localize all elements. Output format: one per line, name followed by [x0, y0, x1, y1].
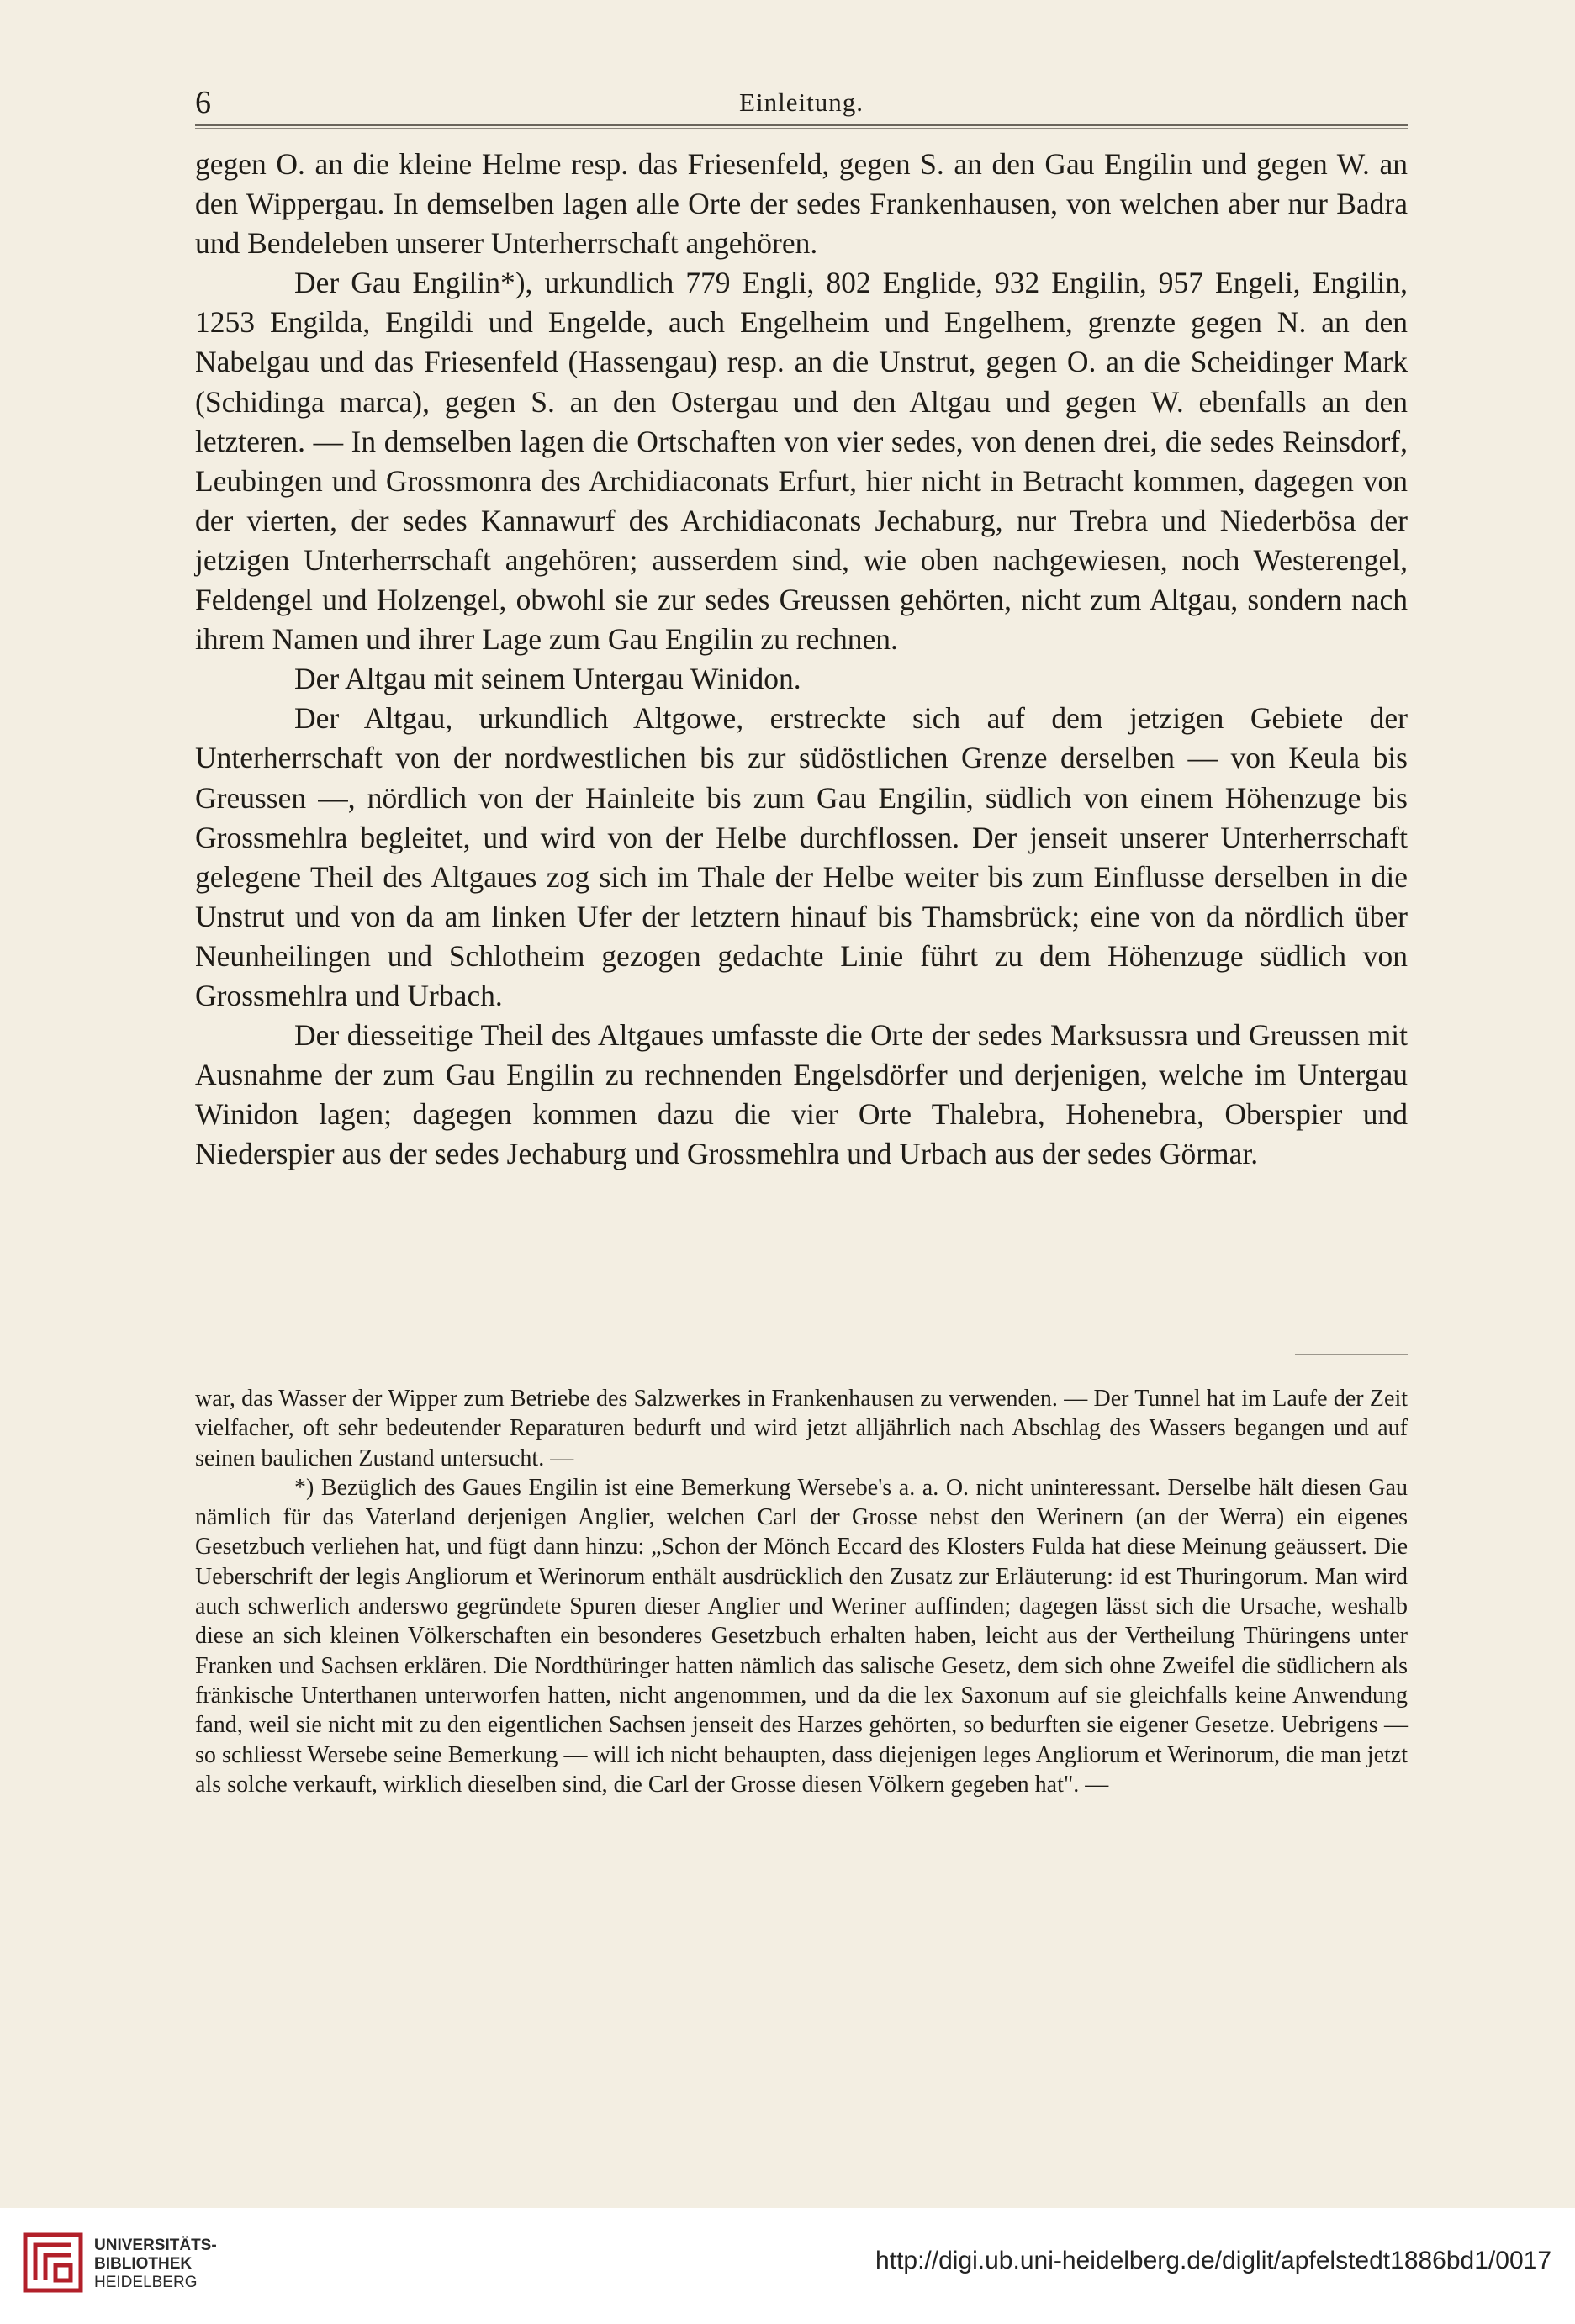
main-text [195, 145, 1408, 1174]
viewer-footer [0, 2208, 1575, 2324]
page-number: 6 [195, 85, 211, 120]
header-rule [195, 124, 1408, 129]
footnote: *) Bezüglich des Gaues Engilin ist eine Bemerkung Wersebe's a. a. O. nicht uninteressant. Derselbe hält diesen Gau nämlich für das Vaterland derjenigen Anglier, welchen Carl der Grosse nebst den Werinern (an der Werra) ein eigenes Gesetzbuch verliehen hat, und fügt dann hinzu: „Schon der Mönch Eccard des Klosters Fulda hat diese Meinung geäussert. Die Ueberschrift der legis Angliorum et Werinorum enthält ausdrücklich den Zusatz zur Erläuterung: id est Thuringorum. Man wird auch schwerlich anderswo gegründete Spuren dieser Anglier und Weriner auffinden; dagegen lässt sich die Ursache, weshalb diese an sich kleinen Völkerschaften ein besonderes Gesetzbuch erhalten haben, leicht aus der Vertheilung Thüringens unter Franken und Sachsen erklären. Die Nordthüringer hatten nämlich das salische Gesetz, dem sich ohne Zweifel die südlichern als fränkische Unterthanen unterworfen hatten, nicht angenommen, und da die lex Saxonum auf sie gleichfalls keine Anwendung fand, weil sie nicht mit zu den eigentlichen Sachsen jenseit des Harzes gehörten, so bedurften sie eigener Gesetze. Uebrigens — so schliesst Wersebe seine Bemerkung — will ich nicht behaupten, dass diejenigen leges Angliorum et Werinorum, die man jetzt als solche verkauft, wirklich dieselben sind, die Carl der Grosse diesen Völkern gegeben hat". — [195, 1474, 1408, 1798]
running-head: Einleitung. [739, 87, 864, 117]
body-paragraph: Der Altgau, urkundlich Altgowe, erstreckte sich auf dem jetzigen Gebiete der Unterherrschaft von der nordwestlichen bis zur südöstlichen Grenze derselben — von Keula bis Greussen —, nördlich von der Hainleite bis zum Gau Engilin, südlich von einem Höhenzuge bis Grossmehlra begleitet, und wird von der Helbe durchflossen. Der jenseit unserer Unterherrschaft gelegene Theil des Altgaues zog sich im Thale der Helbe weiter bis zum Einflusse derselben in die Unstrut und von da am linken Ufer der letztern hinauf bis Thamsbrück; eine von da nördlich über Neunheilingen und Schlotheim gezogen gedachte Linie führt zu dem Höhenzuge südlich von Grossmehlra und Urbach. [195, 701, 1408, 1012]
footnote: war, das Wasser der Wipper zum Betriebe des Salzwerkes in Frankenhausen zu verwenden. — Der Tunnel hat im Laufe der Zeit vielfacher, oft sehr bedeutender Reparaturen bedurft und wird jetzt alljährlich nach Abschlag des Wassers begangen und auf seinen baulichen Zustand untersucht. — [195, 1386, 1408, 1471]
body-paragraph: Der diesseitige Theil des Altgaues umfasste die Orte der sedes Marksussra und Greussen mit Ausnahme der zum Gau Engilin zu rechnenden Engelsdörfer und derjenigen, welche im Untergau Winidon lagen; dagegen kommen dazu die vier Orte Thalebra, Hohenebra, Oberspier und Niederspier aus der sedes Jechaburg und Grossmehlra und Urbach aus der sedes Görmar. [195, 1018, 1408, 1171]
footnotes [195, 1384, 1408, 1799]
library-name[interactable] [94, 2237, 217, 2292]
library-name-line: HEIDELBERG [94, 2274, 198, 2291]
page-header [195, 84, 1408, 135]
body-paragraph: Der Gau Engilin*), urkundlich 779 Engli, 802 Englide, 932 Engilin, 957 Engeli, Engilin, 1253 Engilda, Engildi und Engelde, auch Engelheim und Engelhem, grenzte gegen N. an den Nabelgau und das Friesenfeld (Hassengau) resp. an die Unstrut, gegen O. an die Scheidinger Mark (Schidinga marca), gegen S. an den Ostergau und den Altgau und gegen W. ebenfalls an den letzteren. — In demselben lagen die Ortschaften von vier sedes, von denen drei, die sedes Reinsdorf, Leubingen und Grossmonra des Archidiaconats Erfurt, hier nicht in Betracht kommen, dagegen von der vierten, der sedes Kannawurf des Archidiaconats Jechaburg, nur Trebra und Niederbösa der jetzigen Unterherrschaft angehören; ausserdem sind, wie oben nachgewiesen, noch Westerengel, Feldengel und Holzengel, obwohl sie zur sedes Greussen gehörten, nicht zum Altgau, sondern nach ihrem Namen und ihrer Lage zum Gau Engilin zu rechnen. [195, 266, 1408, 657]
body-paragraph: gegen O. an die kleine Helme resp. das Friesenfeld, gegen S. an den Gau Engilin und gegen W. an den Wippergau. In demselben lagen alle Orte der sedes Frankenhausen, von welchen aber nur Badra und Bendeleben unserer Unterherrschaft angehören. [195, 147, 1408, 261]
library-logo-icon[interactable] [20, 2230, 86, 2295]
source-url-link[interactable]: http://digi.ub.uni-heidelberg.de/diglit/apfelstedt1886bd1/0017 [875, 2247, 1551, 2274]
footnote-divider [1295, 1354, 1408, 1355]
library-name-line: BIBLIOTHEK [94, 2255, 193, 2273]
section-heading: Der Altgau mit seinem Untergau Winidon. [294, 662, 801, 696]
library-name-line: UNIVERSITÄTS- [94, 2237, 217, 2254]
